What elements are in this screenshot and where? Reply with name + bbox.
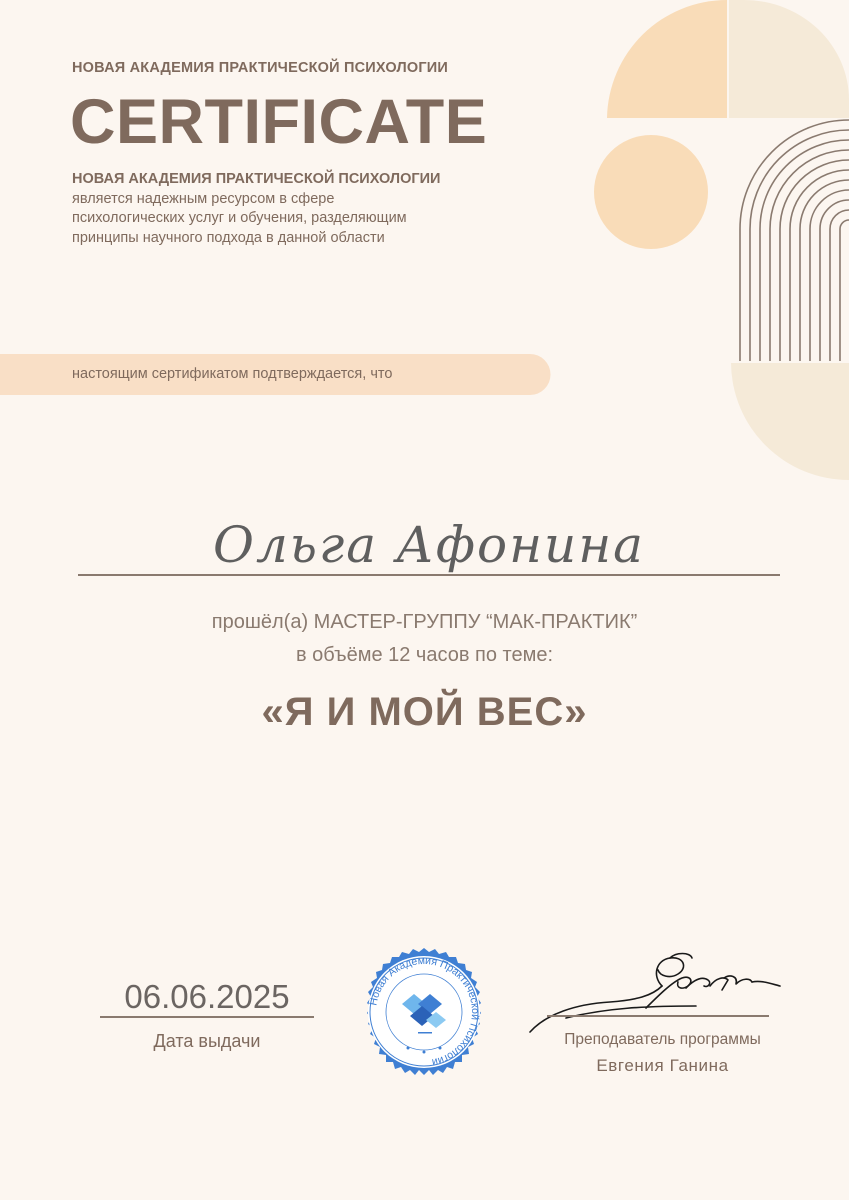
seal-logo-icon [358, 946, 490, 1078]
teacher-name: Евгения Ганина [596, 1056, 729, 1075]
organization-name: НОВАЯ АКАДЕМИЯ ПРАКТИЧЕСКОЙ ПСИХОЛОГИИ [72, 60, 449, 76]
description-org-name: НОВАЯ АКАДЕМИЯ ПРАКТИЧЕСКОЙ ПСИХОЛОГИИ [72, 171, 441, 187]
seal-ring-text: Новая Академия Практической Психологии [367, 954, 482, 1069]
signature-underline [547, 1015, 769, 1017]
certificate-title: CERTIFICATE [70, 87, 488, 157]
cream-quarter-shape [727, 0, 849, 118]
cream-half-circle [731, 363, 849, 480]
organization-description [72, 170, 532, 248]
recipient-name: Ольга Афонина [212, 516, 645, 574]
issue-date: 06.06.2025 [124, 978, 290, 1015]
concentric-arcs [740, 120, 849, 361]
description-line: принципы научного подхода в данной области [72, 229, 385, 246]
recipient-underline [78, 574, 780, 576]
issue-date-label: Дата выдачи [153, 1031, 261, 1051]
peach-quarter-shape [607, 0, 727, 118]
date-underline [100, 1016, 314, 1018]
teacher-role: Преподаватель программы [564, 1031, 761, 1048]
peach-circle [594, 135, 708, 249]
description-line: психологических услуг и обучения, разделяющим [72, 210, 407, 226]
course-theme: «Я И МОЙ ВЕС» [261, 690, 588, 734]
description-line: является надежным ресурсом в сфере [72, 190, 335, 207]
course-hours: в объёме 12 часов по теме: [295, 644, 554, 666]
confirmation-text: настоящим сертификатом подтверждается, что [72, 366, 393, 382]
signature-icon [526, 948, 786, 1038]
course-description: прошёл(а) МАСТЕР-ГРУППУ “МАК-ПРАКТИК” [211, 611, 638, 633]
